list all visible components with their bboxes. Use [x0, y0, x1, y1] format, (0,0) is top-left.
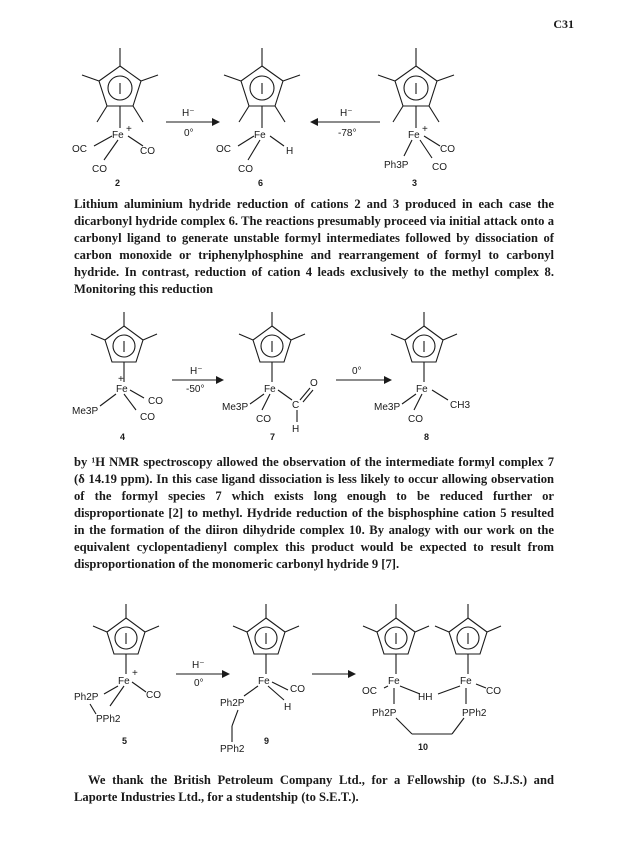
svg-text:Fe: Fe — [116, 384, 128, 395]
svg-text:Fe: Fe — [416, 384, 428, 395]
svg-text:Fe: Fe — [112, 130, 124, 141]
svg-text:Fe: Fe — [258, 676, 270, 687]
compound-9 — [220, 604, 305, 754]
svg-text:H⁻: H⁻ — [340, 108, 353, 119]
arrow-5 — [176, 660, 230, 689]
svg-text:H⁻: H⁻ — [192, 660, 205, 671]
svg-text:H: H — [292, 424, 300, 435]
svg-text:CO: CO — [290, 684, 305, 695]
svg-text:CO: CO — [238, 164, 253, 175]
svg-text:Fe: Fe — [388, 676, 400, 687]
svg-text:C: C — [292, 400, 300, 411]
svg-text:CO: CO — [256, 414, 271, 425]
svg-text:CO: CO — [140, 412, 155, 423]
svg-text:-50°: -50° — [186, 384, 205, 395]
svg-text:HH: HH — [418, 692, 433, 703]
svg-text:+: + — [132, 668, 138, 679]
arrow-3 — [172, 366, 224, 395]
svg-text:Me3P: Me3P — [72, 406, 99, 417]
svg-text:H: H — [284, 702, 292, 713]
svg-text:Fe: Fe — [264, 384, 276, 395]
svg-text:OC: OC — [362, 686, 377, 697]
svg-text:2: 2 — [115, 178, 121, 188]
svg-text:+: + — [422, 124, 428, 135]
svg-text:4: 4 — [120, 432, 126, 442]
svg-text:CO: CO — [146, 690, 161, 701]
compound-2 — [72, 48, 158, 188]
svg-text:9: 9 — [264, 736, 270, 746]
svg-text:+: + — [126, 124, 132, 135]
svg-text:6: 6 — [258, 178, 264, 188]
svg-text:CO: CO — [148, 396, 163, 407]
svg-text:CO: CO — [92, 164, 107, 175]
svg-text:CO: CO — [140, 146, 155, 157]
arrow-1 — [166, 108, 220, 139]
svg-text:CO: CO — [408, 414, 423, 425]
svg-text:Ph3P: Ph3P — [384, 160, 409, 171]
svg-text:CO: CO — [486, 686, 501, 697]
svg-text:PPh2: PPh2 — [462, 708, 487, 719]
reaction-scheme-2 — [0, 300, 624, 450]
svg-text:+: + — [118, 374, 124, 385]
compound-7 — [222, 312, 318, 442]
svg-text:PPh2: PPh2 — [96, 714, 121, 725]
scheme-1-drawing — [0, 40, 624, 190]
svg-text:Fe: Fe — [408, 130, 420, 141]
arrow-2 — [310, 108, 380, 139]
svg-text:0°: 0° — [352, 366, 362, 377]
svg-text:8: 8 — [424, 432, 430, 442]
svg-text:Ph2P: Ph2P — [220, 698, 245, 709]
svg-text:Fe: Fe — [254, 130, 266, 141]
svg-text:Ph2P: Ph2P — [372, 708, 397, 719]
svg-text:Ph2P: Ph2P — [74, 692, 99, 703]
svg-text:Fe: Fe — [118, 676, 130, 687]
compound-3 — [378, 48, 455, 188]
scheme-3-drawing — [0, 594, 624, 754]
svg-text:CO: CO — [432, 162, 447, 173]
svg-text:Me3P: Me3P — [222, 402, 249, 413]
svg-text:H⁻: H⁻ — [190, 366, 203, 377]
svg-text:5: 5 — [122, 736, 128, 746]
compound-10 — [362, 604, 501, 752]
svg-text:10: 10 — [418, 742, 429, 752]
reaction-scheme-1 — [0, 40, 624, 190]
scheme-2-drawing — [0, 300, 624, 450]
arrow-4 — [336, 366, 392, 384]
svg-text:0°: 0° — [184, 128, 194, 139]
svg-text:-78°: -78° — [338, 128, 357, 139]
svg-text:OC: OC — [216, 144, 231, 155]
svg-text:Me3P: Me3P — [374, 402, 401, 413]
svg-text:0°: 0° — [194, 678, 204, 689]
svg-text:Fe: Fe — [460, 676, 472, 687]
compound-4 — [72, 312, 163, 442]
paragraph-1: Lithium aluminium hydride reduction of cations 2 and 3 produced in each case the dicarbonyl hydride complex 6. The reactions presumably proceed via initial attack onto a carbonyl ligand to generate unstable formyl intermediates followed by dissociation of carbon monoxide or triphenylphosphine and rearrangement of formyl to carbonyl hydride. In contrast, reduction of cation 4 leads exclusively to the methyl complex 8. Monitoring this reduction — [74, 197, 554, 296]
svg-text:OC: OC — [72, 144, 87, 155]
page-number: C31 — [553, 17, 574, 31]
reaction-scheme-3 — [0, 594, 624, 754]
paragraph-2: by ¹H NMR spectroscopy allowed the observation of the intermediate formyl complex 7 (δ 14.19 ppm). In this case ligand dissociation is less likely to occur allowing observation of the formyl species 7 which exists long enough to be reduced further or disproportionate [2] to methyl. Hydride reduction of the bisphosphine cation 5 resulted in the formation of the diiron dihydride complex 10. By analogy with our work on the equivalent cyclopentadienyl complex this product would be expected to result from disproportionation of the monomeric carbonyl hydride 9 [7]. — [74, 455, 554, 571]
compound-5 — [74, 604, 161, 746]
acknowledgement: We thank the British Petroleum Company Ltd., for a Fellowship (to S.J.S.) and Laporte Industries Ltd., for a studentship (to S.E.T.). — [74, 773, 554, 804]
compound-8 — [374, 312, 470, 442]
svg-text:CO: CO — [440, 144, 455, 155]
svg-text:CH3: CH3 — [450, 400, 471, 411]
svg-text:PPh2: PPh2 — [220, 744, 245, 754]
arrow-6 — [312, 670, 356, 678]
compound-6 — [216, 48, 300, 188]
svg-text:O: O — [310, 378, 318, 389]
svg-text:7: 7 — [270, 432, 276, 442]
svg-text:3: 3 — [412, 178, 418, 188]
svg-text:H: H — [286, 146, 294, 157]
svg-text:H⁻: H⁻ — [182, 108, 195, 119]
